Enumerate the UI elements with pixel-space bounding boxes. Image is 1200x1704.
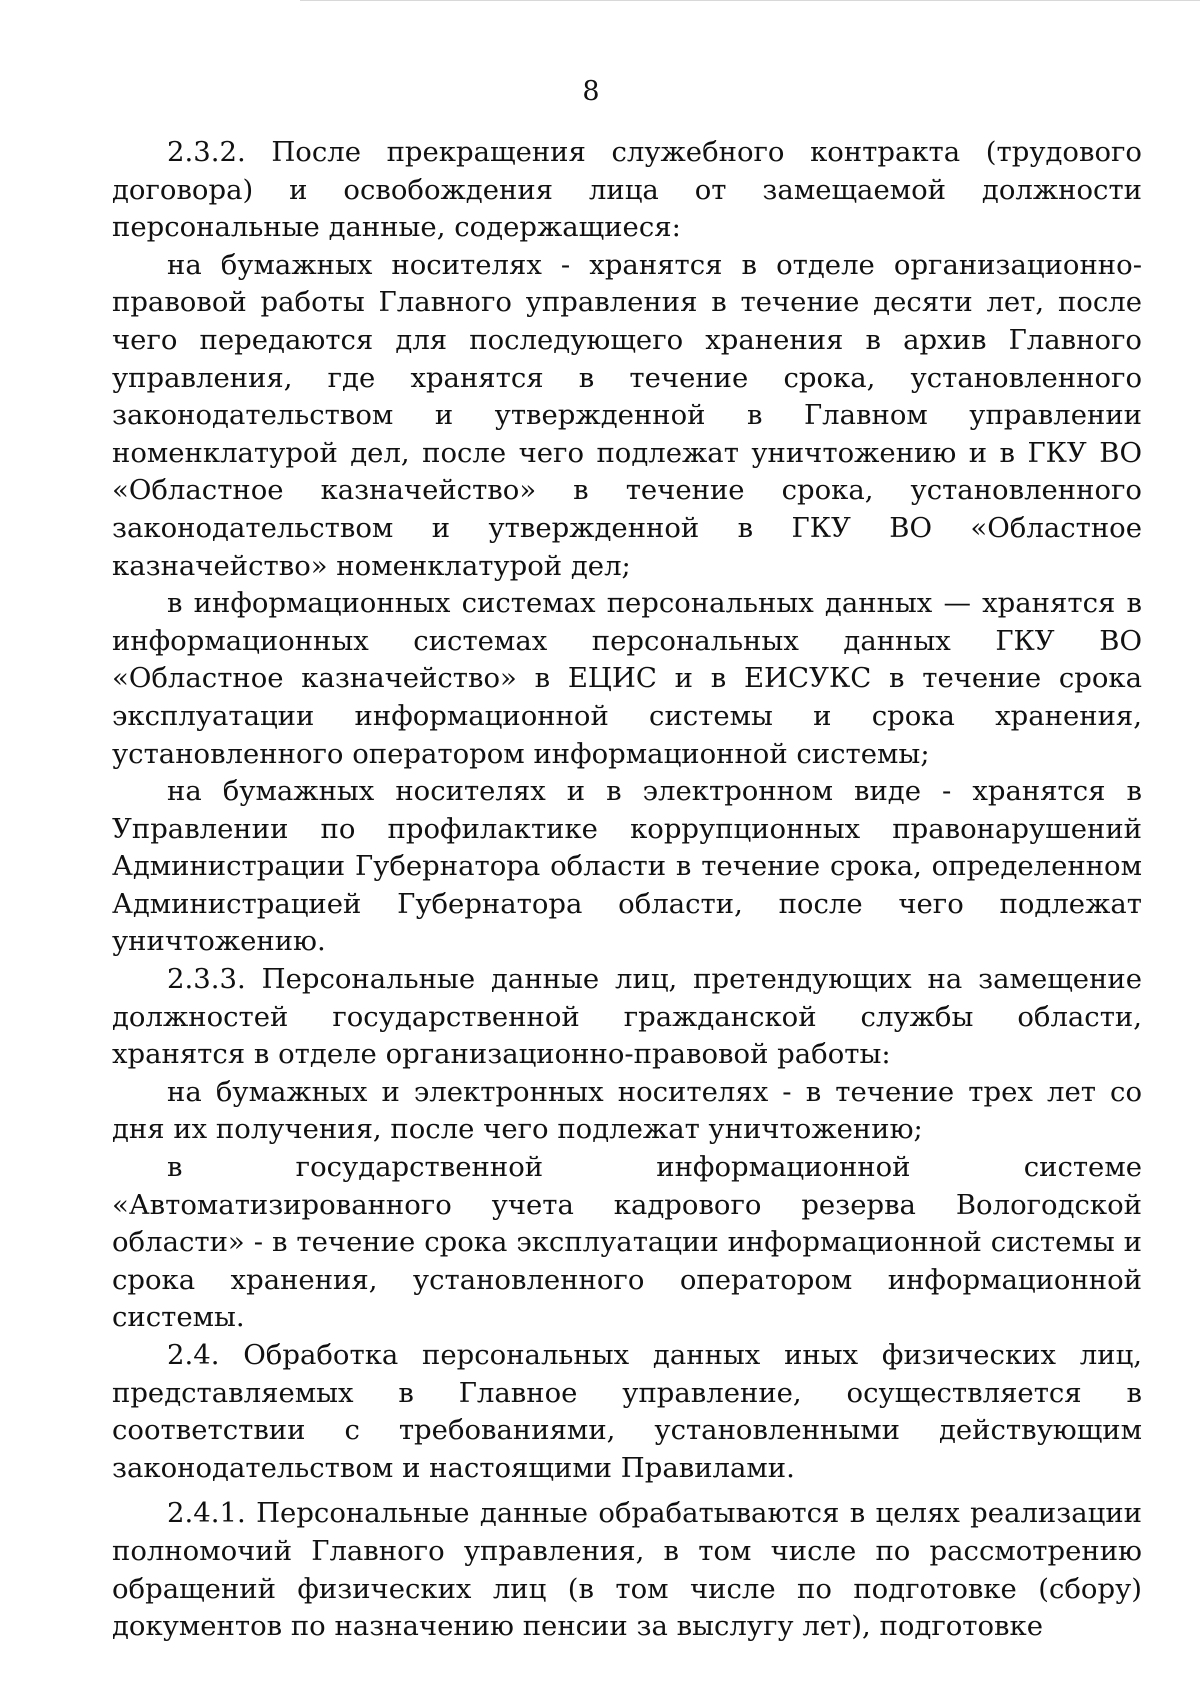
paragraph-2-3-3: 2.3.3. Персональные данные лиц, претендующих на замещение должностей государственной гражданской службы области, хранятся в отделе организационно-правовой работы: <box>112 963 1142 1071</box>
paragraph-2-3-2: 2.3.2. После прекращения служебного контракта (трудового договора) и освобождения лица от замещаемой должности персональные данные, содержащиеся: <box>112 136 1142 244</box>
paragraph-paper-electronic-storage: на бумажных носителях и в электронном виде - хранятся в Управлении по профилактике коррупционных правонарушений Администрации Губернатора области в течение срока, определенном Администрацией Губернатора области, после чего подлежат уничтожению. <box>112 775 1142 958</box>
paragraph-three-years-storage: на бумажных и электронных носителях - в течение трех лет со дня их получения, после чего подлежат уничтожению; <box>112 1075 1142 1146</box>
paragraph-paper-storage: на бумажных носителях - хранятся в отделе организационно-правовой работы Главного управления в течение десяти лет, после чего передаются для последующего хранения в архив Главного управления, где хранятся в течение срока, установленного законодательством и утвержденной в Главном управлении номенклатурой дел, после чего подлежат уничтожению и в ГКУ ВО «Областное казначейство» в течение срока, установленного законодательством и утвержденной в ГКУ ВО «Областное казначейство» номенклатурой дел; <box>112 248 1142 582</box>
paragraph-state-system: в государственной информационной системе «Автоматизированного учета кадрового резерва Вологодской области» - в течение срока эксплуатации информационной системы и срока хранения, установленного оператором информационной системы. <box>112 1151 1142 1334</box>
paragraph-2-4: 2.4. Обработка персональных данных иных физических лиц, представляемых в Главное управление, осуществляется в соответствии с требованиями, установленными действующим законодательством и настоящими Правилами. <box>112 1339 1142 1484</box>
document-body <box>112 134 1142 1646</box>
paragraph-information-systems: в информационных системах персональных данных — хранятся в информационных системах персональных данных ГКУ ВО «Областное казначейство» в ЕЦИС и в ЕИСУКС в течение срока эксплуатации информационной системы и срока хранения, установленного оператором информационной системы; <box>112 587 1142 770</box>
paragraph-2-4-1: 2.4.1. Персональные данные обрабатываются в целях реализации полномочий Главного управления, в том числе по рассмотрению обращений физических лиц (в том числе по подготовке (сбору) документов по назначению пенсии за выслугу лет), подготовке <box>112 1497 1142 1643</box>
page-number: 8 <box>582 76 600 107</box>
scan-edge-line <box>300 0 1200 1</box>
